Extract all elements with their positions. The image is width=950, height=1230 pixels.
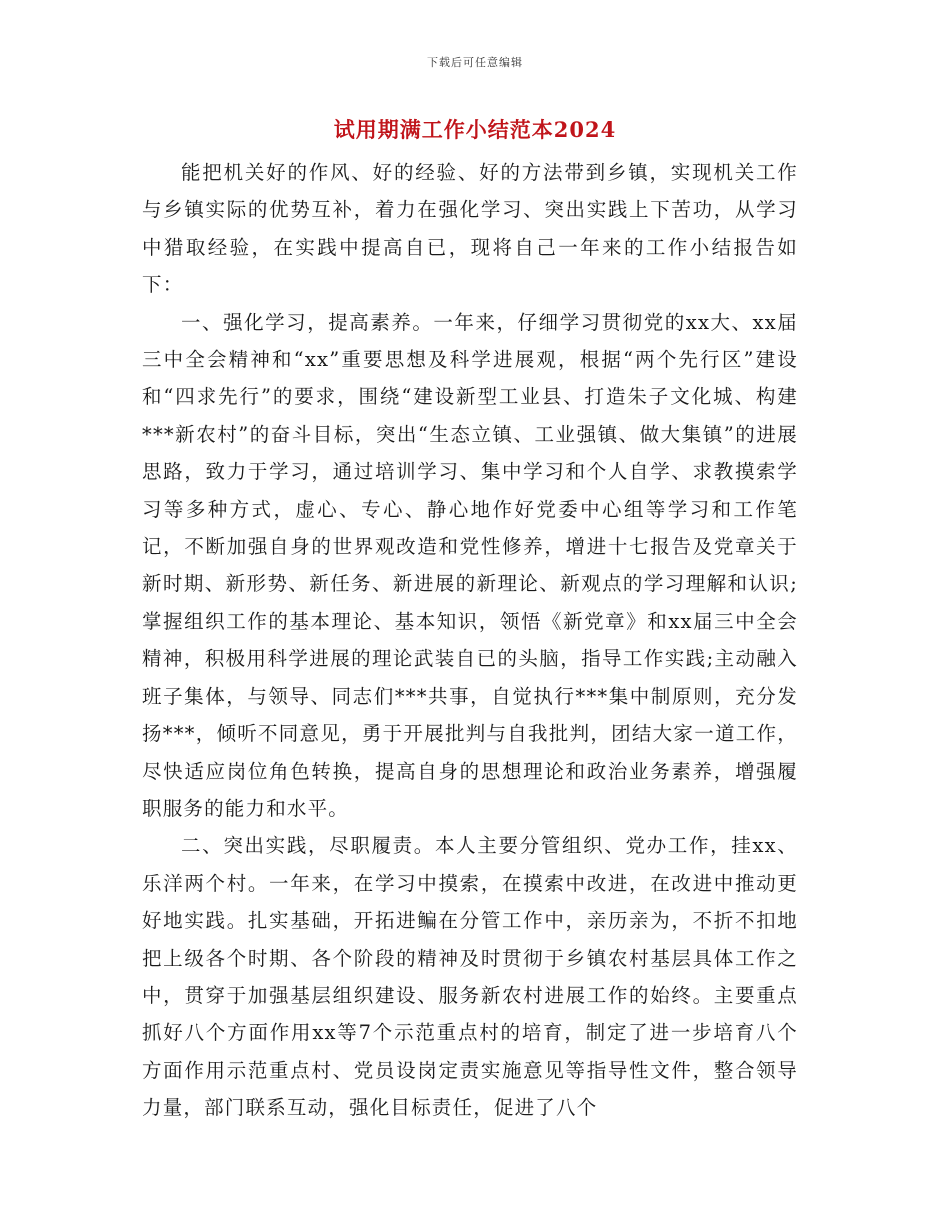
paragraph-section-2: 二、突出实践，尽职履责。本人主要分管组织、党办工作，挂xx、乐洋两个村。一年来，在学习中摸索，在摸索中改进，在改进中推动更好地实践。扎实基础，开拓进鳊在分管工作中，亲历亲为，不折不扣地把上级各个时期、各个阶段的精神及时贯彻于乡镇农村基层具体工作之中，贯穿于加强基层组织建设、服务新农村进展工作的始终。主要重点抓好八个方面作用xx等7个示范重点村的培育，制定了进一步培育八个方面作用示范重点村、党员设岗定责实施意见等指导性文件，整合领导力量，部门联系互动，强化目标责任，促进了八个	[142, 834, 798, 1120]
document-body	[142, 154, 798, 1127]
paragraph-section-1: 一、强化学习，提高素养。一年来，仔细学习贯彻党的xx大、xx届三中全会精神和“xx”重要思想及科学进展观，根据“两个先行区”建设和“四求先行”的要求，围绕“建设新型工业县、打造朱子文化城、构建***新农村”的奋斗目标，突出“生态立镇、工业强镇、做大集镇”的进展思路，致力于学习，通过培训学习、集中学习和个人自学、求教摸索学习等多种方式，虚心、专心、静心地作好党委中心组等学习和工作笔记，不断加强自身的世界观改造和党性修养，增进十七报告及党章关于新时期、新形势、新任务、新进展的新理论、新观点的学习理解和认识;掌握组织工作的基本理论、基本知识，领悟《新党章》和xx届三中全会精神，积极用科学进展的理论武装自已的头脑，指导工作实践;主动融入班子集体，与领导、同志们***共事，自觉执行***集中制原则，充分发扬***，倾听不同意见，勇于开展批判与自我批判，团结大家一道工作，尽快适应岗位角色转换，提高自身的思想理论和政治业务素养，增强履职服务的能力和水平。	[142, 310, 798, 820]
header-note: 下载后可任意编辑	[427, 56, 523, 69]
document-title: 试用期满工作小结范本2024	[333, 117, 617, 142]
paragraph-intro: 能把机关好的作风、好的经验、好的方法带到乡镇，实现机关工作与乡镇实际的优势互补，着力在强化学习、突出实践上下苦功，从学习中猎取经验，在实践中提高自已，现将自己一年来的工作小结报告如下：	[142, 161, 798, 297]
